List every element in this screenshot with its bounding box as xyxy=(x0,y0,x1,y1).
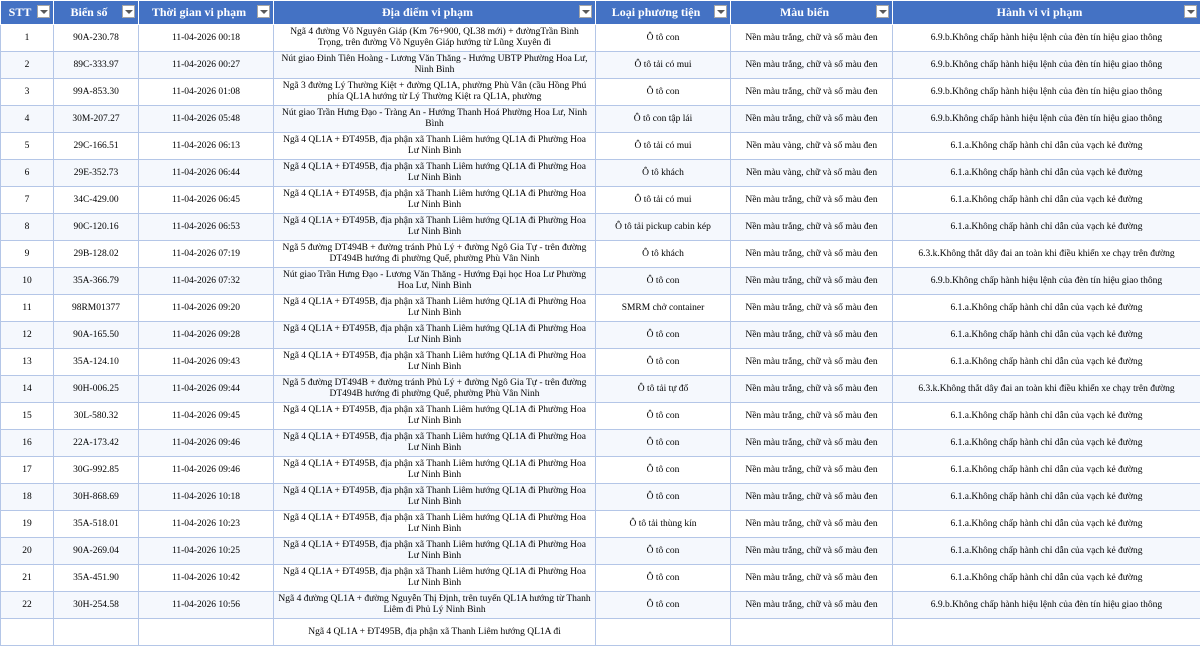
cell-time[interactable]: 11-04-2026 09:46 xyxy=(139,457,274,484)
cell-location[interactable]: Ngã 4 QL1A + ĐT495B, địa phận xã Thanh Liêm hướng QL1A đi Phường Hoa Lư Ninh Bình xyxy=(274,295,596,322)
cell-stt[interactable]: 19 xyxy=(1,511,54,538)
cell-plate-color[interactable]: Nền màu trắng, chữ và số màu đen xyxy=(731,322,893,349)
cell-stt[interactable]: 18 xyxy=(1,484,54,511)
cell-location[interactable]: Ngã 4 QL1A + ĐT495B, địa phận xã Thanh Liêm hướng QL1A đi Phường Hoa Lư Ninh Bình xyxy=(274,430,596,457)
cell-time[interactable]: 11-04-2026 10:18 xyxy=(139,484,274,511)
cell-plate[interactable]: 90H-006.25 xyxy=(54,376,139,403)
cell-violation[interactable] xyxy=(893,619,1200,646)
cell-location[interactable]: Ngã 4 đường QL1A + đường Nguyễn Thị Định, trên tuyến QL1A hướng từ Thanh Liêm đi Phủ Lý Ninh Bình xyxy=(274,592,596,619)
cell-plate[interactable]: 29E-352.73 xyxy=(54,160,139,187)
cell-vehicle-type[interactable]: Ô tô con xyxy=(596,538,731,565)
cell-plate[interactable]: 34C-429.00 xyxy=(54,187,139,214)
table-row xyxy=(1,376,1200,403)
cell-plate[interactable]: 35A-518.01 xyxy=(54,511,139,538)
cell-plate[interactable]: 90A-269.04 xyxy=(54,538,139,565)
cell-plate-color[interactable]: Nền màu trắng, chữ và số màu đen xyxy=(731,52,893,79)
cell-time[interactable]: 11-04-2026 09:45 xyxy=(139,403,274,430)
cell-time[interactable]: 11-04-2026 09:20 xyxy=(139,295,274,322)
cell-violation[interactable]: 6.1.a.Không chấp hành chỉ dẫn của vạch kẻ đường xyxy=(893,511,1200,538)
cell-stt[interactable]: 1 xyxy=(1,25,54,52)
cell-location[interactable]: Ngã 4 QL1A + ĐT495B, địa phận xã Thanh Liêm hướng QL1A đi Phường Hoa Lư Ninh Bình xyxy=(274,187,596,214)
cell-plate[interactable]: 30M-207.27 xyxy=(54,106,139,133)
cell-time[interactable]: 11-04-2026 06:44 xyxy=(139,160,274,187)
cell-stt[interactable]: 22 xyxy=(1,592,54,619)
cell-location[interactable]: Ngã 5 đường DT494B + đường tránh Phủ Lý + đường Ngô Gia Tự - trên đường DT494B hướng đi phường Quế, phường Phù Vân Ninh xyxy=(274,241,596,268)
cell-stt[interactable]: 9 xyxy=(1,241,54,268)
cell-location[interactable]: Ngã 4 QL1A + ĐT495B, địa phận xã Thanh Liêm hướng QL1A đi Phường Hoa Lư Ninh Bình xyxy=(274,511,596,538)
cell-vehicle-type[interactable]: Ô tô khách xyxy=(596,160,731,187)
filter-dropdown-icon[interactable] xyxy=(579,5,592,18)
cell-plate[interactable] xyxy=(54,619,139,646)
cell-location[interactable]: Ngã 5 đường DT494B + đường tránh Phủ Lý + đường Ngô Gia Tự - trên đường DT494B hướng đi phường Quế, phường Phù Vân Ninh xyxy=(274,376,596,403)
filter-dropdown-icon[interactable] xyxy=(714,5,727,18)
cell-vehicle-type[interactable]: Ô tô tải có mui xyxy=(596,52,731,79)
cell-time[interactable]: 11-04-2026 05:48 xyxy=(139,106,274,133)
table-row xyxy=(1,268,1200,295)
cell-time[interactable] xyxy=(139,619,274,646)
cell-stt[interactable]: 5 xyxy=(1,133,54,160)
filter-dropdown-icon[interactable] xyxy=(37,5,50,18)
cell-plate[interactable]: 35A-366.79 xyxy=(54,268,139,295)
header-label: Biển số xyxy=(70,5,107,19)
cell-violation[interactable]: 6.1.a.Không chấp hành chỉ dẫn của vạch kẻ đường xyxy=(893,565,1200,592)
table-row xyxy=(1,565,1200,592)
cell-location[interactable]: Ngã 3 đường Lý Thường Kiệt + đường QL1A, phường Phù Vân (cầu Hồng Phú phía QL1A hướng từ Lý Thường Kiệt ra QL1A, phường xyxy=(274,79,596,106)
cell-vehicle-type[interactable]: Ô tô khách xyxy=(596,241,731,268)
cell-stt[interactable]: 4 xyxy=(1,106,54,133)
cell-plate-color[interactable]: Nền màu trắng, chữ và số màu đen xyxy=(731,457,893,484)
cell-location[interactable]: Ngã 4 QL1A + ĐT495B, địa phận xã Thanh Liêm hướng QL1A đi Phường Hoa Lư Ninh Bình xyxy=(274,457,596,484)
cell-vehicle-type[interactable]: Ô tô con tập lái xyxy=(596,106,731,133)
cell-vehicle-type[interactable]: Ô tô tải tự đổ xyxy=(596,376,731,403)
table-row xyxy=(1,349,1200,376)
table-row xyxy=(1,214,1200,241)
cell-vehicle-type[interactable]: Ô tô con xyxy=(596,592,731,619)
cell-violation[interactable]: 6.1.a.Không chấp hành chỉ dẫn của vạch kẻ đường xyxy=(893,187,1200,214)
cell-violation[interactable]: 6.1.a.Không chấp hành chỉ dẫn của vạch kẻ đường xyxy=(893,160,1200,187)
cell-violation[interactable]: 6.1.a.Không chấp hành chỉ dẫn của vạch kẻ đường xyxy=(893,322,1200,349)
cell-time[interactable]: 11-04-2026 10:56 xyxy=(139,592,274,619)
cell-time[interactable]: 11-04-2026 01:08 xyxy=(139,79,274,106)
table-row xyxy=(1,403,1200,430)
cell-time[interactable]: 11-04-2026 10:25 xyxy=(139,538,274,565)
cell-plate[interactable]: 30L-580.32 xyxy=(54,403,139,430)
cell-time[interactable]: 11-04-2026 07:32 xyxy=(139,268,274,295)
cell-stt[interactable]: 3 xyxy=(1,79,54,106)
cell-violation[interactable]: 6.1.a.Không chấp hành chỉ dẫn của vạch kẻ đường xyxy=(893,133,1200,160)
cell-location[interactable]: Ngã 4 QL1A + ĐT495B, địa phận xã Thanh Liêm hướng QL1A đi Phường Hoa Lư Ninh Bình xyxy=(274,214,596,241)
table-row xyxy=(1,133,1200,160)
cell-plate-color[interactable]: Nền màu trắng, chữ và số màu đen xyxy=(731,349,893,376)
header-label: Loại phương tiện xyxy=(612,5,701,19)
table-row xyxy=(1,592,1200,619)
cell-stt[interactable]: 7 xyxy=(1,187,54,214)
cell-vehicle-type[interactable]: Ô tô tải thùng kín xyxy=(596,511,731,538)
cell-plate-color[interactable]: Nền màu trắng, chữ và số màu đen xyxy=(731,79,893,106)
table-row xyxy=(1,79,1200,106)
cell-plate[interactable]: 90A-230.78 xyxy=(54,25,139,52)
cell-plate-color[interactable]: Nền màu trắng, chữ và số màu đen xyxy=(731,187,893,214)
cell-vehicle-type[interactable]: Ô tô con xyxy=(596,349,731,376)
table-row xyxy=(1,619,1200,646)
header-violation xyxy=(893,1,1200,25)
cell-stt[interactable]: 14 xyxy=(1,376,54,403)
header-time xyxy=(139,1,274,25)
filter-dropdown-icon[interactable] xyxy=(876,5,889,18)
cell-location[interactable]: Nút giao Trần Hưng Đạo - Tràng An - Hướng Thanh Hoá Phường Hoa Lư, Ninh Bình xyxy=(274,106,596,133)
cell-time[interactable]: 11-04-2026 00:27 xyxy=(139,52,274,79)
cell-time[interactable]: 11-04-2026 09:28 xyxy=(139,322,274,349)
cell-plate-color[interactable]: Nền màu trắng, chữ và số màu đen xyxy=(731,430,893,457)
header-stt xyxy=(1,1,54,25)
table-row xyxy=(1,457,1200,484)
cell-location[interactable]: Nút giao Đinh Tiên Hoàng - Lương Văn Thăng - Hướng UBTP Phường Hoa Lư, Ninh Bình xyxy=(274,52,596,79)
table-row xyxy=(1,538,1200,565)
cell-violation[interactable]: 6.1.a.Không chấp hành chỉ dẫn của vạch kẻ đường xyxy=(893,295,1200,322)
cell-vehicle-type[interactable]: Ô tô tải pickup cabin kép xyxy=(596,214,731,241)
cell-plate[interactable]: 22A-173.42 xyxy=(54,430,139,457)
header-label: STT xyxy=(9,5,32,19)
cell-violation[interactable]: 6.9.b.Không chấp hành hiệu lệnh của đèn tín hiệu giao thông xyxy=(893,268,1200,295)
header-label: Hành vi vi phạm xyxy=(997,5,1083,19)
cell-plate[interactable]: 35A-451.90 xyxy=(54,565,139,592)
table-row xyxy=(1,295,1200,322)
cell-plate-color[interactable]: Nền màu trắng, chữ và số màu đen xyxy=(731,268,893,295)
cell-plate[interactable]: 30H-868.69 xyxy=(54,484,139,511)
cell-stt[interactable]: 12 xyxy=(1,322,54,349)
table-row xyxy=(1,322,1200,349)
filter-dropdown-icon[interactable] xyxy=(122,5,135,18)
cell-stt[interactable]: 10 xyxy=(1,268,54,295)
cell-stt[interactable]: 8 xyxy=(1,214,54,241)
table-row xyxy=(1,106,1200,133)
header-label: Thời gian vi phạm xyxy=(152,5,246,19)
cell-plate[interactable]: 90C-120.16 xyxy=(54,214,139,241)
cell-violation[interactable]: 6.1.a.Không chấp hành chỉ dẫn của vạch kẻ đường xyxy=(893,484,1200,511)
cell-location[interactable]: Ngã 4 QL1A + ĐT495B, địa phận xã Thanh Liêm hướng QL1A đi Phường Hoa Lư Ninh Bình xyxy=(274,565,596,592)
cell-time[interactable]: 11-04-2026 07:19 xyxy=(139,241,274,268)
table-row xyxy=(1,484,1200,511)
cell-plate[interactable]: 29C-166.51 xyxy=(54,133,139,160)
header-row xyxy=(1,1,1200,25)
cell-plate-color[interactable] xyxy=(731,619,893,646)
cell-stt[interactable]: 15 xyxy=(1,403,54,430)
header-vehicle-type xyxy=(596,1,731,25)
cell-time[interactable]: 11-04-2026 06:53 xyxy=(139,214,274,241)
cell-location[interactable]: Ngã 4 QL1A + ĐT495B, địa phận xã Thanh Liêm hướng QL1A đi Phường Hoa Lư Ninh Bình xyxy=(274,160,596,187)
cell-time[interactable]: 11-04-2026 09:43 xyxy=(139,349,274,376)
cell-violation[interactable]: 6.1.a.Không chấp hành chỉ dẫn của vạch kẻ đường xyxy=(893,214,1200,241)
cell-vehicle-type[interactable]: Ô tô tải có mui xyxy=(596,133,731,160)
cell-vehicle-type[interactable]: Ô tô con xyxy=(596,403,731,430)
cell-stt[interactable]: 2 xyxy=(1,52,54,79)
cell-location[interactable]: Ngã 4 QL1A + ĐT495B, địa phận xã Thanh Liêm hướng QL1A đi Phường Hoa Lư Ninh Bình xyxy=(274,484,596,511)
cell-plate-color[interactable]: Nền màu trắng, chữ và số màu đen xyxy=(731,403,893,430)
cell-stt[interactable]: 16 xyxy=(1,430,54,457)
cell-vehicle-type[interactable]: Ô tô con xyxy=(596,25,731,52)
table-row xyxy=(1,187,1200,214)
cell-stt[interactable]: 21 xyxy=(1,565,54,592)
cell-location[interactable]: Ngã 4 QL1A + ĐT495B, địa phận xã Thanh Liêm hướng QL1A đi Phường Hoa Lư Ninh Bình xyxy=(274,322,596,349)
cell-plate[interactable]: 30H-254.58 xyxy=(54,592,139,619)
cell-vehicle-type[interactable]: Ô tô tải có mui xyxy=(596,187,731,214)
table-row xyxy=(1,160,1200,187)
filter-dropdown-icon[interactable] xyxy=(1184,5,1197,18)
cell-plate-color[interactable]: Nền màu trắng, chữ và số màu đen xyxy=(731,484,893,511)
table-row xyxy=(1,511,1200,538)
header-plate-color xyxy=(731,1,893,25)
table-row xyxy=(1,430,1200,457)
cell-plate-color[interactable]: Nền màu trắng, chữ và số màu đen xyxy=(731,538,893,565)
header-plate xyxy=(54,1,139,25)
cell-time[interactable]: 11-04-2026 09:44 xyxy=(139,376,274,403)
cell-violation[interactable]: 6.3.k.Không thắt dây đai an toàn khi điều khiển xe chạy trên đường xyxy=(893,376,1200,403)
table-row xyxy=(1,25,1200,52)
cell-location[interactable]: Ngã 4 QL1A + ĐT495B, địa phận xã Thanh Liêm hướng QL1A đi Phường Hoa Lư Ninh Bình xyxy=(274,538,596,565)
cell-plate[interactable]: 29B-128.02 xyxy=(54,241,139,268)
cell-violation[interactable]: 6.9.b.Không chấp hành hiệu lệnh của đèn tín hiệu giao thông xyxy=(893,106,1200,133)
cell-vehicle-type[interactable]: Ô tô con xyxy=(596,79,731,106)
cell-time[interactable]: 11-04-2026 10:42 xyxy=(139,565,274,592)
table-row xyxy=(1,52,1200,79)
header-label: Màu biển xyxy=(780,5,829,19)
header-location xyxy=(274,1,596,25)
cell-violation[interactable]: 6.9.b.Không chấp hành hiệu lệnh của đèn tín hiệu giao thông xyxy=(893,79,1200,106)
cell-plate-color[interactable]: Nền màu vàng, chữ và số màu đen xyxy=(731,160,893,187)
cell-plate-color[interactable]: Nền màu vàng, chữ và số màu đen xyxy=(731,133,893,160)
cell-plate-color[interactable]: Nền màu trắng, chữ và số màu đen xyxy=(731,25,893,52)
cell-violation[interactable]: 6.1.a.Không chấp hành chỉ dẫn của vạch kẻ đường xyxy=(893,349,1200,376)
table-body xyxy=(1,25,1200,646)
cell-vehicle-type[interactable]: Ô tô con xyxy=(596,322,731,349)
cell-vehicle-type[interactable]: Ô tô con xyxy=(596,484,731,511)
cell-plate[interactable]: 98RM01377 xyxy=(54,295,139,322)
cell-time[interactable]: 11-04-2026 00:18 xyxy=(139,25,274,52)
filter-dropdown-icon[interactable] xyxy=(257,5,270,18)
table-row xyxy=(1,241,1200,268)
header-label: Địa điểm vi phạm xyxy=(382,5,473,19)
cell-vehicle-type[interactable]: SMRM chở container xyxy=(596,295,731,322)
cell-plate[interactable]: 99A-853.30 xyxy=(54,79,139,106)
cell-plate-color[interactable]: Nền màu trắng, chữ và số màu đen xyxy=(731,214,893,241)
cell-location[interactable]: Ngã 4 đường Võ Nguyên Giáp (Km 76+900, QL38 mới) + đườngTrần Bình Trọng, trên đường Võ Nguyên Giáp hướng từ Lũng Xuyên đi xyxy=(274,25,596,52)
cell-vehicle-type[interactable] xyxy=(596,619,731,646)
cell-stt[interactable] xyxy=(1,619,54,646)
cell-time[interactable]: 11-04-2026 10:23 xyxy=(139,511,274,538)
cell-violation[interactable]: 6.1.a.Không chấp hành chỉ dẫn của vạch kẻ đường xyxy=(893,538,1200,565)
cell-vehicle-type[interactable]: Ô tô con xyxy=(596,268,731,295)
cell-plate-color[interactable]: Nền màu trắng, chữ và số màu đen xyxy=(731,592,893,619)
cell-location[interactable]: Ngã 4 QL1A + ĐT495B, địa phận xã Thanh Liêm hướng QL1A đi xyxy=(274,619,596,646)
cell-time[interactable]: 11-04-2026 09:46 xyxy=(139,430,274,457)
cell-violation[interactable]: 6.9.b.Không chấp hành hiệu lệnh của đèn tín hiệu giao thông xyxy=(893,52,1200,79)
cell-plate[interactable]: 35A-124.10 xyxy=(54,349,139,376)
cell-stt[interactable]: 6 xyxy=(1,160,54,187)
cell-plate-color[interactable]: Nền màu trắng, chữ và số màu đen xyxy=(731,376,893,403)
cell-violation[interactable]: 6.1.a.Không chấp hành chỉ dẫn của vạch kẻ đường xyxy=(893,430,1200,457)
cell-plate-color[interactable]: Nền màu trắng, chữ và số màu đen xyxy=(731,295,893,322)
cell-plate[interactable]: 89C-333.97 xyxy=(54,52,139,79)
cell-location[interactable]: Ngã 4 QL1A + ĐT495B, địa phận xã Thanh Liêm hướng QL1A đi Phường Hoa Lư Ninh Bình xyxy=(274,403,596,430)
cell-plate[interactable]: 30G-992.85 xyxy=(54,457,139,484)
cell-location[interactable]: Ngã 4 QL1A + ĐT495B, địa phận xã Thanh Liêm hướng QL1A đi Phường Hoa Lư Ninh Bình xyxy=(274,133,596,160)
cell-plate[interactable]: 90A-165.50 xyxy=(54,322,139,349)
cell-violation[interactable]: 6.3.k.Không thắt dây đai an toàn khi điều khiển xe chạy trên đường xyxy=(893,241,1200,268)
cell-location[interactable]: Nút giao Trần Hưng Đạo - Lương Văn Thăng - Hướng Đại học Hoa Lư Phường Hoa Lư, Ninh Bình xyxy=(274,268,596,295)
cell-time[interactable]: 11-04-2026 06:45 xyxy=(139,187,274,214)
cell-violation[interactable]: 6.1.a.Không chấp hành chỉ dẫn của vạch kẻ đường xyxy=(893,403,1200,430)
cell-stt[interactable]: 11 xyxy=(1,295,54,322)
cell-plate-color[interactable]: Nền màu trắng, chữ và số màu đen xyxy=(731,565,893,592)
cell-plate-color[interactable]: Nền màu trắng, chữ và số màu đen xyxy=(731,511,893,538)
cell-stt[interactable]: 20 xyxy=(1,538,54,565)
cell-stt[interactable]: 17 xyxy=(1,457,54,484)
cell-time[interactable]: 11-04-2026 06:13 xyxy=(139,133,274,160)
cell-vehicle-type[interactable]: Ô tô con xyxy=(596,565,731,592)
cell-plate-color[interactable]: Nền màu trắng, chữ và số màu đen xyxy=(731,241,893,268)
cell-violation[interactable]: 6.9.b.Không chấp hành hiệu lệnh của đèn tín hiệu giao thông xyxy=(893,592,1200,619)
cell-vehicle-type[interactable]: Ô tô con xyxy=(596,430,731,457)
cell-vehicle-type[interactable]: Ô tô con xyxy=(596,457,731,484)
cell-stt[interactable]: 13 xyxy=(1,349,54,376)
cell-plate-color[interactable]: Nền màu trắng, chữ và số màu đen xyxy=(731,106,893,133)
cell-violation[interactable]: 6.9.b.Không chấp hành hiệu lệnh của đèn tín hiệu giao thông xyxy=(893,25,1200,52)
cell-violation[interactable]: 6.1.a.Không chấp hành chỉ dẫn của vạch kẻ đường xyxy=(893,457,1200,484)
cell-location[interactable]: Ngã 4 QL1A + ĐT495B, địa phận xã Thanh Liêm hướng QL1A đi Phường Hoa Lư Ninh Bình xyxy=(274,349,596,376)
